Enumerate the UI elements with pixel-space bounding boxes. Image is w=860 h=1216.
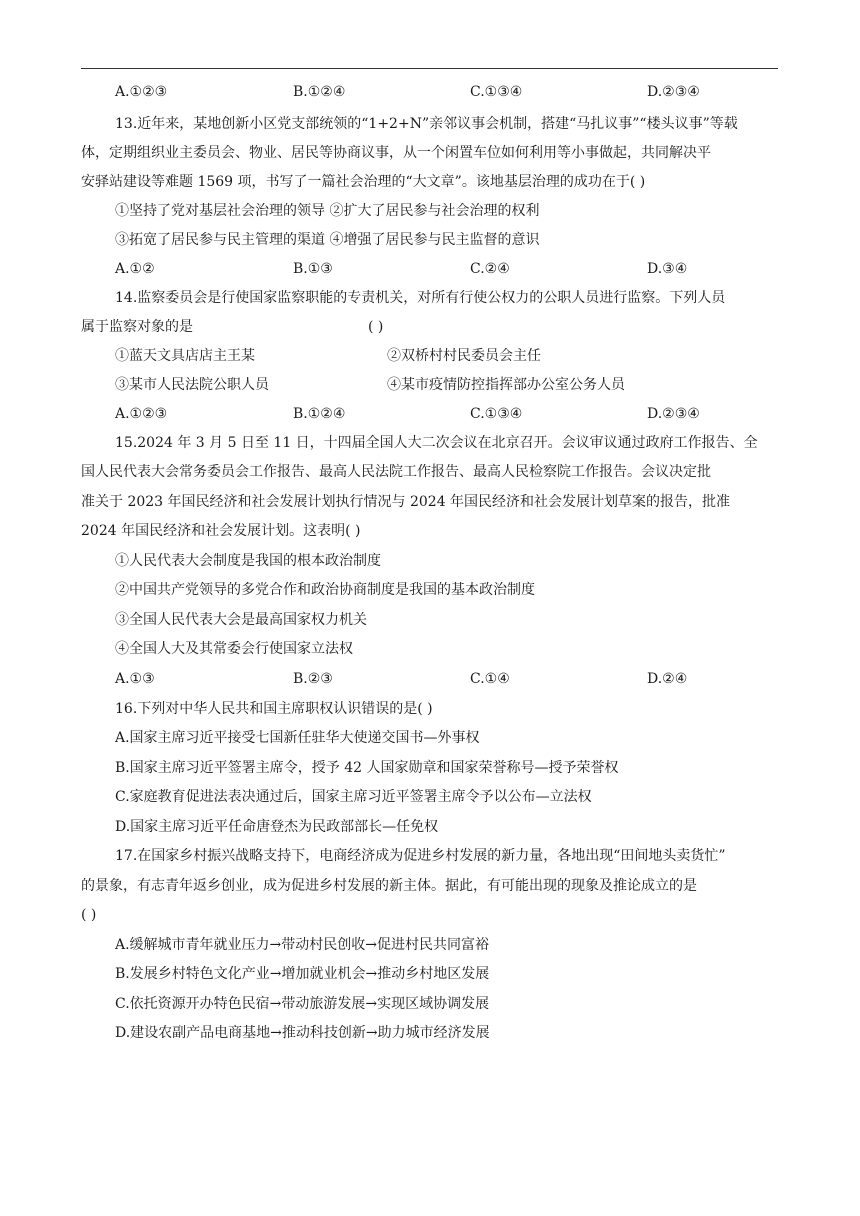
q17-stem-line-3: ( ) xyxy=(81,907,97,923)
q14-answer-paren: ( ) xyxy=(368,319,384,335)
option-c[interactable]: C.①③④ xyxy=(470,84,523,100)
q15-option-b[interactable]: B.②③ xyxy=(293,671,333,687)
q15-stem-line-2: 国人民代表大会常务委员会工作报告、最高人民法院工作报告、最高人民检察院工作报告。会议决定批 xyxy=(81,464,711,480)
q17-option-a[interactable]: A.缓解城市青年就业压力→带动村民创收→促进村民共同富裕 xyxy=(115,937,490,953)
q16-option-a[interactable]: A.国家主席习近平接受七国新任驻华大使递交国书—外事权 xyxy=(115,730,480,746)
q16-option-b[interactable]: B.国家主席习近平签署主席令，授予 42 人国家勋章和国家荣誉称号—授予荣誉权 xyxy=(115,760,619,776)
q15-stem-line-3: 准关于 2023 年国民经济和社会发展计划执行情况与 2024 年国民经济和社会发展计划草案的报告，批准 xyxy=(81,494,731,510)
q13-statement-2: ③拓宽了居民参与民主管理的渠道 ④增强了居民参与民主监督的意识 xyxy=(115,232,540,248)
q14-option-b[interactable]: B.①②④ xyxy=(293,406,346,422)
q14-option-d[interactable]: D.②③④ xyxy=(647,406,700,422)
q16-option-d[interactable]: D.国家主席习近平任命唐登杰为民政部部长—任免权 xyxy=(115,819,439,835)
q13-stem-line-3: 安驿站建设等难题 1569 项，书写了一篇社会治理的“大文章”。该地基层治理的成功在于( ) xyxy=(81,174,646,190)
q15-statement-3: ③全国人民代表大会是最高国家权力机关 xyxy=(115,612,367,628)
q13-statement-1: ①坚持了党对基层社会治理的领导 ②扩大了居民参与社会治理的权利 xyxy=(115,203,540,219)
q14-statement-1: ①蓝天文具店店主王某 xyxy=(115,348,255,364)
q13-stem-line-1: 13.近年来，某地创新小区党支部统领的“1+2+N”亲邻议事会机制，搭建“马扎议事”“楼头议事”等载 xyxy=(115,116,738,132)
q14-stem-line-1: 14.监察委员会是行使国家监察职能的专责机关，对所有行使公权力的公职人员进行监察。下列人员 xyxy=(115,290,726,306)
q17-stem-line-1: 17.在国家乡村振兴战略支持下，电商经济成为促进乡村发展的新力量，各地出现“田间地头卖货忙” xyxy=(115,848,726,864)
q17-option-c[interactable]: C.依托资源开办特色民宿→带动旅游发展→实现区域协调发展 xyxy=(115,996,490,1012)
q15-statement-4: ④全国人大及其常委会行使国家立法权 xyxy=(115,641,353,657)
option-a[interactable]: A.①②③ xyxy=(115,84,168,100)
q15-options xyxy=(0,669,860,689)
q17-option-b[interactable]: B.发展乡村特色文化产业→增加就业机会→推动乡村地区发展 xyxy=(115,966,490,982)
prev-question-options xyxy=(0,82,860,102)
q16-stem: 16.下列对中华人民共和国主席职权认识错误的是( ) xyxy=(115,701,433,717)
option-b[interactable]: B.①②④ xyxy=(293,84,346,100)
q14-option-c[interactable]: C.①③④ xyxy=(470,406,523,422)
q15-statement-2: ②中国共产党领导的多党合作和政治协商制度是我国的基本政治制度 xyxy=(115,582,535,598)
q15-stem-line-4: 2024 年国民经济和社会发展计划。这表明( ) xyxy=(81,523,361,539)
q14-statement-row-2 xyxy=(0,375,860,395)
q15-option-c[interactable]: C.①④ xyxy=(470,671,510,687)
q14-option-a[interactable]: A.①②③ xyxy=(115,406,168,422)
q14-statement-3: ③某市人民法院公职人员 xyxy=(115,377,269,393)
q15-stem-line-1: 15.2024 年 3 月 5 日至 11 日，十四届全国人大二次会议在北京召开。会议审议通过政府工作报告、全 xyxy=(115,435,758,451)
q13-option-b[interactable]: B.①③ xyxy=(293,261,333,277)
q15-option-d[interactable]: D.②④ xyxy=(647,671,688,687)
q13-option-c[interactable]: C.②④ xyxy=(470,261,510,277)
header-rule xyxy=(81,68,778,69)
q13-stem-line-2: 体，定期组织业主委员会、物业、居民等协商议事，从一个闲置车位如何利用等小事做起，共同解决平 xyxy=(81,145,711,161)
q17-option-d[interactable]: D.建设农副产品电商基地→推动科技创新→助力城市经济发展 xyxy=(115,1025,490,1041)
q13-options xyxy=(0,259,860,279)
q14-stem-text: 属于监察对象的是 xyxy=(81,319,193,335)
q14-statement-4: ④某市疫情防控指挥部办公室公务人员 xyxy=(387,377,625,393)
q13-option-a[interactable]: A.①② xyxy=(115,261,155,277)
q14-stem-line-2 xyxy=(0,317,860,337)
q14-statement-2: ②双桥村村民委员会主任 xyxy=(387,348,541,364)
q14-statement-row-1 xyxy=(0,346,860,366)
option-d[interactable]: D.②③④ xyxy=(647,84,700,100)
q16-option-c[interactable]: C.家庭教育促进法表决通过后，国家主席习近平签署主席令予以公布—立法权 xyxy=(115,789,592,805)
q14-options xyxy=(0,404,860,424)
q15-statement-1: ①人民代表大会制度是我国的根本政治制度 xyxy=(115,553,381,569)
q15-option-a[interactable]: A.①③ xyxy=(115,671,155,687)
q13-option-d[interactable]: D.③④ xyxy=(647,261,688,277)
q17-stem-line-2: 的景象，有志青年返乡创业，成为促进乡村发展的新主体。据此，有可能出现的现象及推论成立的是 xyxy=(81,878,697,894)
